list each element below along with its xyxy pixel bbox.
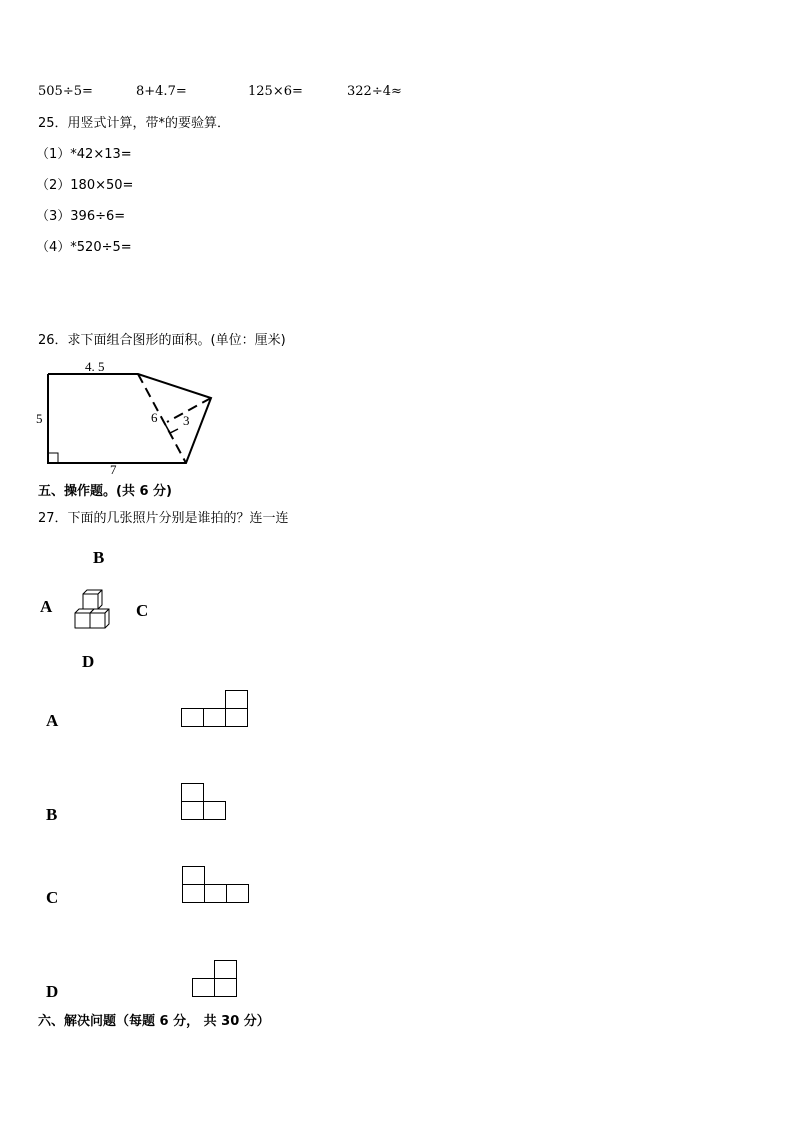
photo-label-a: A xyxy=(46,711,59,730)
viewer-bottom: D xyxy=(82,652,95,671)
photo-c xyxy=(181,866,251,906)
q25-item-3: （3）396÷6= xyxy=(36,209,126,224)
q25-title: 25．用竖式计算，带*的要验算． xyxy=(38,116,231,131)
q27-title: 27．下面的几张照片分别是谁拍的？连一连 xyxy=(38,511,289,526)
photo-label-c: C xyxy=(46,888,59,907)
q25-item-1: （1）*42×13= xyxy=(36,147,132,162)
arith-item-3: 125×6= xyxy=(248,84,303,99)
cube-stack xyxy=(72,587,122,637)
arith-item-1: 505÷5= xyxy=(38,84,93,99)
photo-a xyxy=(180,690,250,730)
label-top: 4. 5 xyxy=(85,359,105,374)
q25-item-4: （4）*520÷5= xyxy=(36,240,132,255)
photo-label-b: B xyxy=(46,805,58,824)
label-bottom: 7 xyxy=(110,462,117,477)
q26-title: 26．求下面组合图形的面积。(单位：厘米) xyxy=(38,333,286,348)
label-height: 3 xyxy=(183,413,190,428)
arith-item-4: 322÷4≈ xyxy=(347,84,402,99)
label-diagonal: 6 xyxy=(151,410,158,425)
q25-item-2: （2）180×50= xyxy=(36,178,134,193)
section5-heading: 五、操作题。(共 6 分) xyxy=(38,484,172,499)
photo-b xyxy=(180,783,230,823)
viewer-left: A xyxy=(40,597,53,616)
section6-heading: 六、解决问题（每题 6 分， 共 30 分） xyxy=(38,1014,270,1029)
viewer-right: C xyxy=(136,601,149,620)
photo-d xyxy=(191,960,241,1000)
arith-item-2: 8+4.7= xyxy=(136,84,187,99)
label-left: 5 xyxy=(36,411,43,426)
composite-figure xyxy=(30,355,230,475)
viewer-top: B xyxy=(93,548,105,567)
photo-label-d: D xyxy=(46,982,59,1001)
